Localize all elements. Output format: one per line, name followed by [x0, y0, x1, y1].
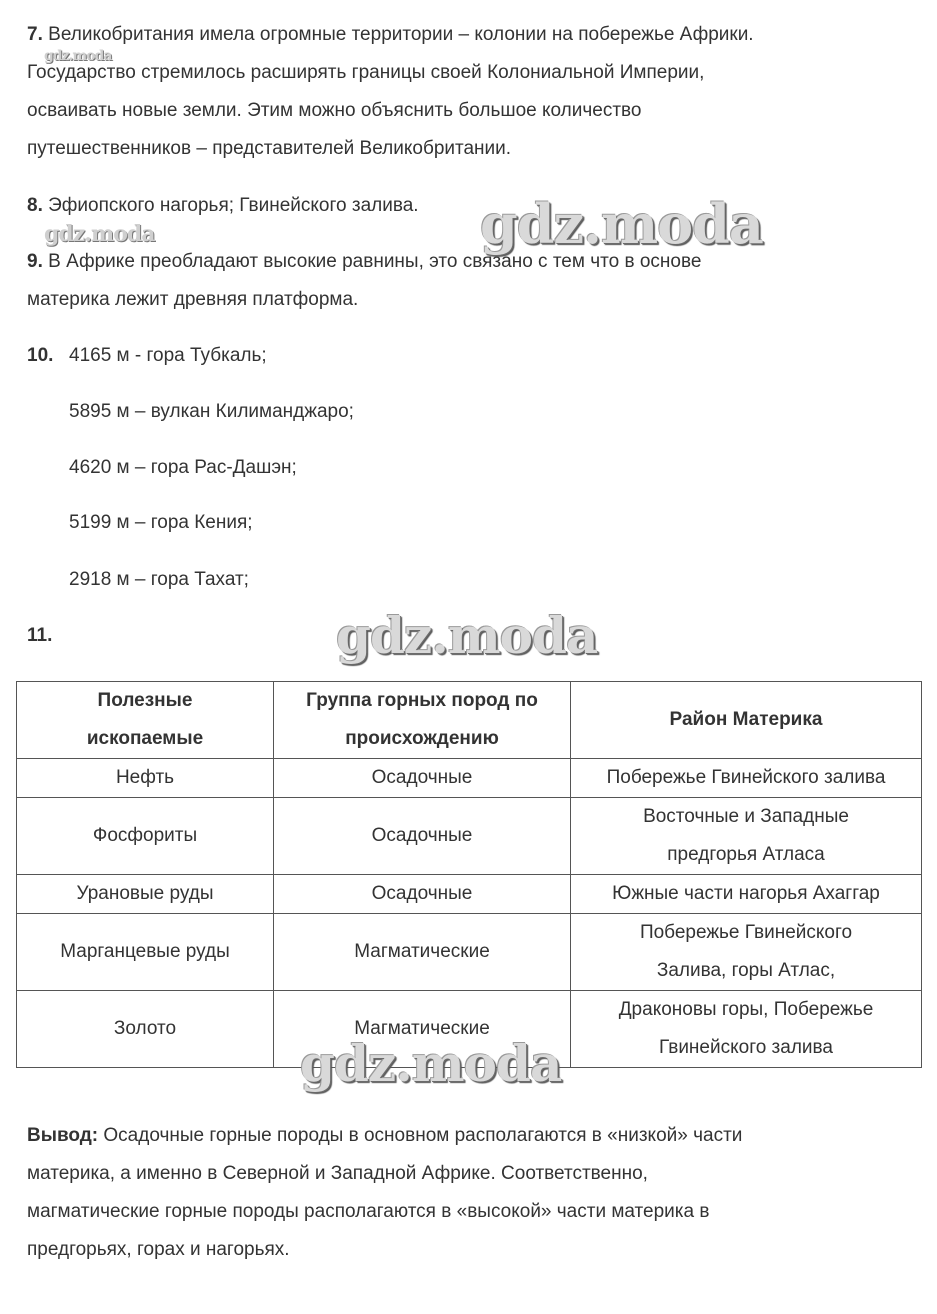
conclusion-label: Вывод:: [27, 1125, 99, 1146]
conclusion-line-4: предгорьях, горах и нагорьях.: [27, 1239, 290, 1260]
watermark-logo: gdz.moda: [300, 1034, 562, 1093]
header-region: Район Материка: [571, 682, 922, 759]
minerals-table: [16, 681, 922, 1068]
cell-rock-group: Осадочные: [274, 759, 571, 798]
cell-region: Побережье Гвинейского залива: [571, 759, 922, 798]
mountain-height-4: 5199 м – гора Кения;: [69, 512, 253, 533]
answer-7-line-1: Великобритания имела огромные территории – колонии на побережье Африки.: [48, 24, 754, 45]
conclusion: [27, 1117, 742, 1269]
header-minerals: Полезные ископаемые: [17, 682, 274, 759]
cell-mineral: Марганцевые руды: [17, 914, 274, 991]
cell-region: Южные части нагорья Ахаггар: [571, 875, 922, 914]
watermark-logo: gdz.moda: [480, 192, 763, 256]
cell-rock-group: Магматические: [274, 991, 571, 1068]
table-row: [17, 759, 922, 798]
answer-9-line-1: В Африке преобладают высокие равнины, это связано с тем что в основе: [48, 251, 702, 272]
answer-7-line-3: осваивать новые земли. Этим можно объяснить большое количество: [27, 100, 642, 121]
cell-region: Восточные и Западные предгорья Атласа: [571, 798, 922, 875]
answer-8-number: 8.: [27, 195, 43, 216]
conclusion-line-3: магматические горные породы располагаются в «высокой» части материка в: [27, 1201, 710, 1222]
answer-7-number: 7.: [27, 24, 43, 45]
cell-mineral: Нефть: [17, 759, 274, 798]
cell-mineral: Золото: [17, 991, 274, 1068]
mountain-height-1: 4165 м - гора Тубкаль;: [69, 345, 267, 366]
cell-rock-group: Осадочные: [274, 875, 571, 914]
watermark-logo: gdz.moda: [44, 48, 112, 64]
cell-region: Драконовы горы, Побережье Гвинейского залива: [571, 991, 922, 1068]
header-rock-group: Группа горных пород по происхождению: [274, 682, 571, 759]
answer-8: [27, 187, 419, 225]
table-row: [17, 798, 922, 875]
cell-mineral: Фосфориты: [17, 798, 274, 875]
cell-rock-group: Магматические: [274, 914, 571, 991]
answer-10-number: 10.: [27, 345, 54, 366]
table-row: [17, 875, 922, 914]
conclusion-line-2: материка, а именно в Северной и Западной Африке. Соответственно,: [27, 1163, 648, 1184]
table-header-row: [17, 682, 922, 759]
mountain-height-2: 5895 м – вулкан Килиманджаро;: [69, 401, 354, 422]
answer-8-text: Эфиопского нагорья; Гвинейского залива.: [48, 195, 419, 216]
cell-mineral: Урановые руды: [17, 875, 274, 914]
cell-region: Побережье Гвинейского Залива, горы Атлас,: [571, 914, 922, 991]
mountain-height-3: 4620 м – гора Рас-Дашэн;: [69, 457, 297, 478]
table-row: [17, 914, 922, 991]
watermark-logo: gdz.moda: [44, 221, 155, 247]
answer-9-line-2: материка лежит древняя платформа.: [27, 289, 359, 310]
mountain-height-5: 2918 м – гора Тахат;: [69, 569, 249, 590]
answer-7-line-2: Государство стремилось расширять границы своей Колониальной Империи,: [27, 62, 705, 83]
answer-7: [27, 16, 754, 168]
answer-7-line-4: путешественников – представителей Великобритании.: [27, 138, 512, 159]
conclusion-line-1: Осадочные горные породы в основном располагаются в «низкой» части: [98, 1125, 743, 1146]
answer-9-number: 9.: [27, 251, 43, 272]
answer-11-number: 11.: [27, 625, 53, 646]
cell-rock-group: Осадочные: [274, 798, 571, 875]
watermark-logo: gdz.moda: [336, 606, 598, 665]
